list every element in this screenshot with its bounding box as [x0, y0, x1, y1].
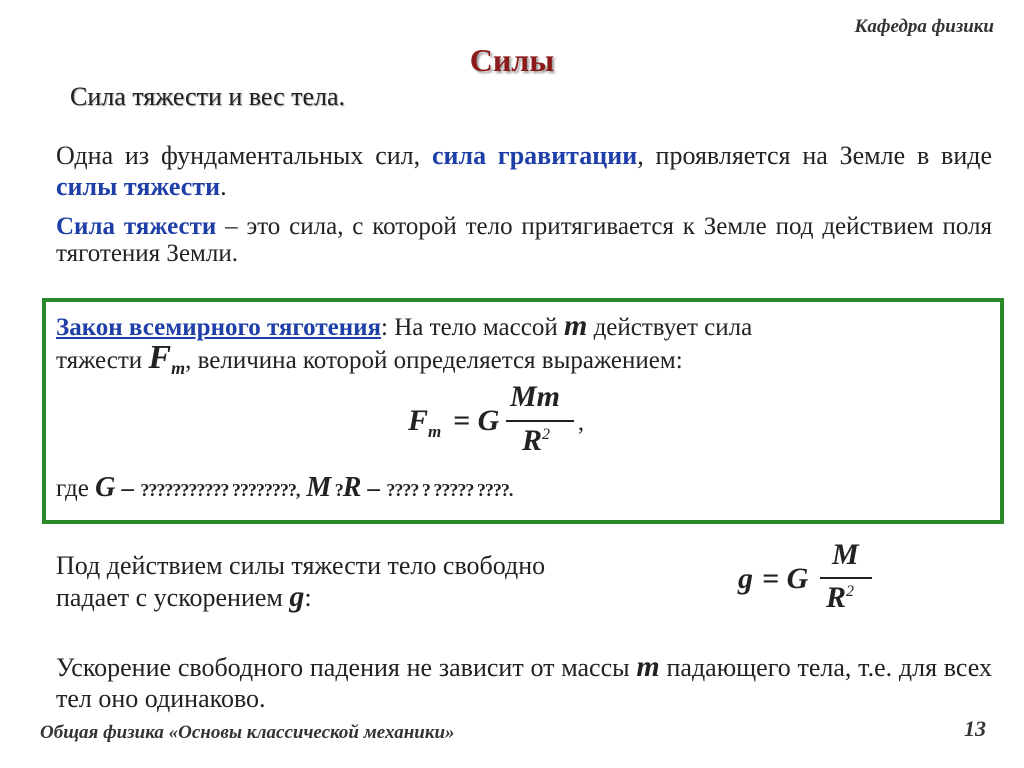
g-formula-power: 2 — [846, 583, 855, 600]
free-fall-line2 — [56, 581, 545, 613]
formula-R: R — [522, 424, 543, 457]
g-symbol: g — [289, 580, 305, 613]
force-subscript: т — [171, 358, 186, 378]
paragraph-independence — [56, 651, 992, 714]
g-formula-denominator — [826, 581, 854, 615]
where-G: G — [95, 472, 116, 503]
mass-symbol: m — [563, 309, 588, 342]
law-text-line2 — [56, 339, 986, 383]
term-gravity-force: силы тяжести — [56, 172, 221, 201]
paragraph-definition — [56, 213, 992, 267]
paragraph-free-fall — [56, 550, 545, 613]
term-gravity-force-def: Сила тяжести — [56, 213, 217, 240]
where-M: M — [299, 472, 332, 503]
formula-denominator — [522, 424, 550, 458]
department-label: Кафедра физики — [854, 16, 994, 37]
law-text: , величина которой определяется выражением: — [185, 347, 683, 374]
formula-fraction-line — [506, 420, 574, 422]
formula-F-sub: т — [428, 422, 442, 441]
law-text: действует сила — [587, 314, 753, 341]
mass-symbol-2: m — [636, 650, 660, 683]
page-number: 13 — [964, 716, 986, 741]
formula-lhs — [408, 404, 441, 442]
law-text-line1 — [56, 311, 986, 343]
slide-subtitle: Сила тяжести и вес тела. — [70, 82, 346, 111]
term-gravitation: сила гравитации — [431, 141, 638, 170]
independence-text: падающего тела, т.е. для всех тел оно одинаково. — [56, 653, 992, 713]
formula-numerator: Mm — [510, 380, 561, 413]
free-fall-text: падает с ускорением — [56, 583, 290, 612]
where-garbled-text: ???? ? ????? ????. — [386, 480, 513, 500]
force-symbol: F — [148, 339, 172, 376]
where-dash: – — [361, 475, 387, 502]
law-text: : На тело массой — [381, 314, 564, 341]
g-formula-R: R — [826, 581, 847, 614]
paragraph1-text: Одна из фундаментальных сил, — [56, 141, 432, 170]
law-text: тяжести — [56, 347, 149, 374]
independence-text: Ускорение свободного падения не зависит от массы — [56, 653, 637, 682]
paragraph1-text: , проявляется на Земле в виде — [637, 141, 992, 170]
slide-title: Силы — [469, 42, 555, 78]
free-fall-line1: Под действием силы тяжести тело свободно — [56, 551, 546, 580]
g-formula-fraction-line — [820, 577, 872, 579]
where-line — [56, 472, 512, 504]
where-garbled-q: ? — [331, 480, 343, 500]
formula-power: 2 — [542, 426, 551, 443]
formula-eq-G: = G — [453, 404, 500, 437]
where-R: R — [342, 472, 362, 503]
formula-F: F — [408, 404, 429, 437]
law-name: Закон всемирного тяготения — [56, 314, 382, 341]
paragraph2-text: – это сила, с которой тело притягивается к Земле под действием поля тяготения Земли. — [56, 213, 992, 267]
g-formula-numerator: M — [832, 538, 859, 571]
g-formula-eq-G: = G — [762, 562, 809, 595]
paragraph-gravitation — [56, 140, 992, 202]
where-garbled-text: ??????????? ????????, — [140, 480, 300, 500]
course-footer: Общая физика «Основы классической механики» — [40, 722, 455, 743]
where-dash: – — [115, 475, 141, 502]
free-fall-colon: : — [304, 583, 312, 612]
where-prefix: где — [56, 475, 96, 502]
formula-comma: , — [578, 410, 584, 436]
paragraph1-text: . — [220, 172, 227, 201]
g-formula-lhs: g — [738, 562, 753, 595]
